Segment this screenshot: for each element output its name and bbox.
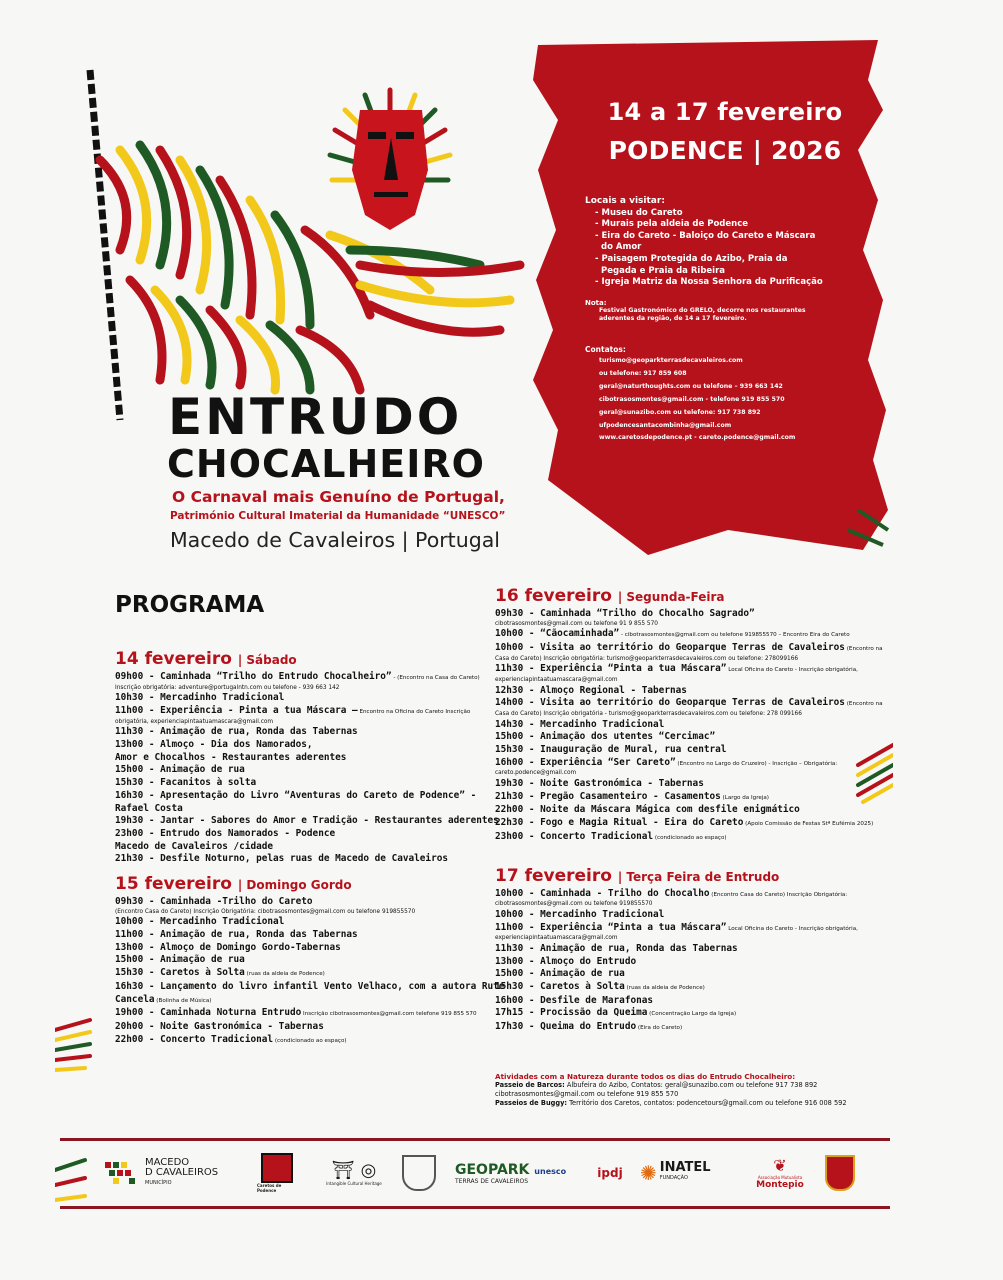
event-item <box>115 980 505 994</box>
event-item <box>115 929 475 942</box>
event-item <box>495 685 860 698</box>
event-title: 15h30 - Inauguração de Mural, rua central <box>495 744 727 755</box>
note-text: Festival Gastronómico do GRELO, decorre nos restaurantes aderentes da região, de 14 a 17 fevereiro. <box>599 307 806 322</box>
event-item <box>495 817 874 831</box>
event-detail: (Encontro na <box>844 646 883 652</box>
event-item <box>495 1007 860 1021</box>
event-title: 21h30 - Pregão Casamenteiro - Casamentos <box>495 790 721 802</box>
day-date: 14 fevereiro <box>115 649 232 669</box>
event-item <box>115 1034 475 1048</box>
day-date: 15 fevereiro <box>115 874 232 895</box>
event-title: 11h30 - Animação de rua, Ronda das Tabernas <box>115 726 358 738</box>
event-title: 10h00 - “Cãocaminhada” <box>495 628 620 640</box>
event-item <box>495 831 860 845</box>
event-item <box>115 752 475 765</box>
day-label: | Sábado <box>237 653 297 667</box>
footer-divider <box>60 1138 890 1141</box>
event-title: 10h00 - Mercadinho Tradicional <box>495 908 665 920</box>
event-title: 22h00 - Noite da Máscara Mágica com desfile enigmático <box>495 804 800 816</box>
contact-line[interactable]: geral@sunazibo.com ou telefone: 917 738 892 <box>599 408 761 416</box>
place-item: - Museu do Careto <box>595 207 683 218</box>
fringe-decoration-icon <box>853 740 893 820</box>
event-item <box>115 1007 475 1021</box>
event-item <box>495 995 860 1008</box>
temple-icon: ⛩ <box>331 1160 355 1181</box>
event-note: experienciapintaatuamascara@gmail.com <box>495 935 618 942</box>
event-item <box>495 663 860 677</box>
tagline: O Carnaval mais Genuíno de Portugal, <box>172 488 505 506</box>
event-item <box>495 956 860 969</box>
event-title: 11h30 - Experiência “Pinta a tua Máscara” <box>495 663 727 675</box>
event-title: 09h00 - Caminhada “Trilho do Entrudo Chocalheiro” <box>115 671 392 682</box>
event-note: Casa do Careto) Inscrição obrigatória: turismo@geoparkterrasdecavaleiros.com ou telefone: 278099166 <box>495 655 799 662</box>
event-title: Cancela <box>115 993 155 1005</box>
event-item <box>115 853 475 866</box>
main-title-second: CHOCALHEIRO <box>167 442 485 486</box>
main-title: ENTRUDO <box>168 388 463 446</box>
event-title: 21h30 - Desfile Noturno, pelas ruas de Macedo de Cavaleiros <box>115 853 449 865</box>
event-item <box>495 888 860 902</box>
note-block <box>585 299 810 323</box>
day-heading-14 <box>115 648 475 671</box>
event-item <box>495 909 860 922</box>
program-left-column <box>115 648 505 1047</box>
event-item <box>115 841 475 854</box>
shield-icon <box>825 1155 855 1191</box>
event-title: 15h00 - Animação de rua <box>495 968 625 980</box>
contacts-block <box>585 344 815 445</box>
event-title: Amor e Chocalhos - Restaurantes aderentes <box>115 751 347 763</box>
event-title: 16h00 - Experiência “Ser Careto” <box>495 756 676 768</box>
event-item <box>115 764 475 777</box>
event-title: 09h30 - Caminhada “Trilho do Chocalho Sagrado” <box>495 608 755 619</box>
event-item <box>115 803 475 816</box>
parish-crest <box>399 1148 439 1198</box>
place-item: - Paisagem Protegida do Azibo, Praia da Pegada e Praia da Ribeira <box>595 253 788 276</box>
event-place: PODENCE | 2026 <box>608 136 842 165</box>
event-title: 15h30 - Caretos à Solta <box>495 980 625 992</box>
event-note: experienciapintaatuamascara@gmail.com <box>495 677 618 683</box>
event-item <box>495 804 860 817</box>
event-item <box>115 1021 475 1034</box>
contact-line[interactable]: turismo@geoparkterrasdecavaleiros.com <box>599 357 743 364</box>
caretos-logo: Caretos de Podence <box>257 1148 297 1198</box>
event-item <box>115 815 499 828</box>
event-title: 14h30 - Mercadinho Tradicional <box>495 718 665 730</box>
event-dates: 14 a 17 fevereiro <box>607 98 843 126</box>
event-item <box>495 608 860 621</box>
event-title: 10h00 - Caminhada - Trilho do Chocalho <box>495 887 710 899</box>
heritage-icon: ◎ <box>360 1160 377 1181</box>
confraria-crest <box>820 1148 860 1198</box>
contact-line[interactable]: www.caretosdepodence.pt - careto.podence@gmail.com <box>599 434 796 442</box>
event-title: 19h30 - Noite Gastronómica - Tabernas <box>495 778 704 789</box>
event-item <box>495 968 860 981</box>
day-label: | Segunda-Feira <box>617 590 725 604</box>
event-title: 11h30 - Animação de rua, Ronda das Tabernas <box>495 942 738 954</box>
event-item <box>115 828 475 841</box>
event-title: 19h30 - Jantar - Sabores do Amor e Tradição - Restaurantes aderentes <box>115 815 499 827</box>
event-note: (Encontro Casa do Careto) Inscrição Obrigatória: cibotrasosmontes@gmail.com ou telefone 919855570 <box>115 908 416 915</box>
activity-line: Passeios de Buggy: Território dos Caretos, contatos: podencetours@gmail.com ou telefone 916 008 592 <box>495 1099 847 1107</box>
event-item <box>115 942 475 955</box>
event-item <box>115 777 475 790</box>
event-item <box>495 778 860 791</box>
event-detail: (Largo da Igreja) <box>720 794 769 801</box>
event-detail: Encontro na Oficina do Careto Inscrição <box>357 709 471 715</box>
sun-icon: ✺ <box>640 1161 657 1185</box>
event-note: cibotrasosmontes@gmail.com ou telefone 91 9 855 570 <box>495 620 658 627</box>
contact-line[interactable]: cibotrasosmontes@gmail.com - telefone 919 855 570 <box>599 395 785 403</box>
event-title: 23h00 - Concerto Tradicional <box>495 830 654 842</box>
event-title: 11h00 - Experiência “Pinta a tua Máscara” <box>495 921 727 933</box>
ipdj-logo: ipdj <box>597 1166 623 1180</box>
event-item <box>115 705 475 719</box>
event-title: 16h00 - Desfile de Marafonas <box>495 994 654 1006</box>
day-17-events <box>495 888 860 1035</box>
event-detail: Local Oficina do Careto - Inscrição obrigatória, <box>726 667 858 674</box>
event-detail: (condicionado ao espaço) <box>653 834 727 841</box>
event-title: 23h00 - Entrudo dos Namorados - Podence <box>115 827 336 839</box>
places-to-visit <box>585 196 825 289</box>
day-date: 17 fevereiro <box>495 865 612 886</box>
activity-line: cibotrasosmontes@gmail.com ou telefone 919 855 570 <box>495 1090 679 1098</box>
event-item <box>495 628 860 642</box>
event-item <box>495 791 860 805</box>
activities-title: Atividades com a Natureza durante todos os dias do Entrudo Chocalheiro: <box>495 1072 796 1081</box>
pelican-icon: ❦ <box>773 1156 787 1175</box>
nature-activities <box>495 1072 865 1108</box>
day-label: | Terça Feira de Entrudo <box>617 869 780 884</box>
event-detail: Inscrição cibotrasosmontes@gmail.com telefone 919 855 570 <box>301 1011 477 1018</box>
event-detail: - (Encontro na Casa do Careto) <box>391 675 480 681</box>
event-title: 13h00 - Almoço - Dia dos Namorados, <box>115 739 313 750</box>
macedo-logo: MACEDO D CAVALEIROS MUNICÍPIO <box>105 1148 235 1198</box>
banner-heading <box>585 98 865 165</box>
day-date: 16 fevereiro <box>495 586 612 606</box>
event-title: 15h00 - Animação de rua <box>115 764 245 776</box>
event-title: 11h00 - Experiência - Pinta a tua Máscara – <box>115 705 358 716</box>
event-title: 19h00 - Caminhada Noturna Entrudo <box>115 1007 302 1019</box>
event-note: Inscrição obrigatória: adventure@portugalntn.com ou telefone - 939 663 142 <box>115 684 340 691</box>
event-item <box>115 726 475 739</box>
event-title: 17h30 - Queima do Entrudo <box>495 1021 637 1033</box>
event-title: 15h00 - Animação dos utentes “Cercimac” <box>495 731 716 743</box>
event-item <box>495 1021 860 1035</box>
careto-illustration <box>60 50 540 430</box>
event-detail: - cibotrasosmontes@gmail.com ou telefone 919855570 – Encontro Eira do Careto <box>619 632 850 639</box>
unesco-tagline: Património Cultural Imaterial da Humanidade “UNESCO” <box>170 510 506 522</box>
event-title: 20h00 - Noite Gastronómica - Tabernas <box>115 1020 324 1032</box>
day-15-events <box>115 896 505 1047</box>
sponsor-logos <box>105 1148 875 1198</box>
contact-line[interactable]: ufpodencesantacombinha@gmail.com <box>599 421 732 429</box>
day-heading-15 <box>115 873 475 896</box>
montepio-logo: ❦ Associação Mutualista Montepio <box>756 1156 804 1190</box>
day-16-events <box>495 608 883 845</box>
event-item <box>115 967 475 981</box>
event-item <box>115 954 475 967</box>
unesco-logo: ⛩ ◎ Intangible Cultural Heritage <box>326 1160 382 1186</box>
event-title: 10h00 - Visita ao território do Geoparque Terras de Cavaleiros <box>495 642 845 653</box>
event-title: 10h00 - Mercadinho Tradicional <box>115 916 285 928</box>
event-item <box>495 757 860 771</box>
event-item <box>115 739 475 752</box>
event-item <box>495 719 860 732</box>
program-right-column <box>495 585 883 1035</box>
event-title: 10h30 - Mercadinho Tradicional <box>115 692 285 704</box>
event-title: 22h30 - Fogo e Magia Ritual - Eira do Careto <box>495 817 744 829</box>
event-title: 13h00 - Almoço de Domingo Gordo-Tabernas <box>115 941 341 953</box>
event-note: Casa do Careto) Inscrição obrigatória - turismo@geoparkterrasdecavaleiros.com ou telefone: 278 099166 <box>495 711 802 717</box>
geopark-logo: GEOPARK unesco TERRAS DE CAVALEIROS <box>455 1161 567 1185</box>
event-item <box>495 922 860 936</box>
crest-icon <box>402 1155 436 1191</box>
event-item <box>115 671 480 685</box>
contacts-title: Contatos: <box>585 345 626 354</box>
event-detail: Local Oficina do Careto - Inscrição obrigatória, <box>726 925 858 932</box>
event-item <box>495 731 860 744</box>
event-title: 15h30 - Facanitos à solta <box>115 777 257 789</box>
day-14-events <box>115 671 499 866</box>
event-detail: (Apoio Comissão de Festas Stª Eufémia 2025) <box>743 821 874 828</box>
event-item <box>495 642 883 656</box>
event-title: Macedo de Cavaleiros /cidade <box>115 840 274 852</box>
event-detail: (condicionado ao espaço) <box>273 1037 347 1044</box>
event-note: cibotrasosmontes@gmail.com ou telefone 919855570 <box>495 901 653 908</box>
event-detail: (Concentração Largo da Igreja) <box>647 1011 737 1018</box>
footer-divider <box>60 1206 890 1209</box>
event-title: 16h30 - Apresentação do Livro “Aventuras do Careto de Podence” - <box>115 789 477 801</box>
program-heading: PROGRAMA <box>115 592 265 618</box>
place-item: - Igreja Matriz da Nossa Senhora da Purificação <box>595 277 823 288</box>
place-item: - Murais pela aldeia de Podence <box>595 219 749 230</box>
event-title: 15h30 - Caretos à Solta <box>115 967 245 979</box>
event-title: 15h00 - Animação de rua <box>115 954 245 966</box>
activity-line: Passeio de Barcos: Albufeira do Azibo, Contatos: geral@sunazibo.com ou telefone 917 738 892 <box>495 1081 818 1089</box>
mask-icon <box>261 1153 293 1183</box>
event-detail: (Encontro no Largo do Cruzeiro) - Inscrição – Obrigatória: <box>675 760 838 767</box>
event-title: Rafael Costa <box>115 802 183 814</box>
note-title: Nota: <box>585 299 607 307</box>
contact-line[interactable]: geral@naturthoughts.com ou telefone – 939 663 142 <box>599 382 783 390</box>
contact-line: ou telefone: 917 859 608 <box>599 369 687 377</box>
event-detail: (Eira do Careto) <box>636 1025 683 1032</box>
macedo-logo-icon <box>105 1158 141 1188</box>
event-title: 12h30 - Almoço Regional - Tabernas <box>495 684 687 696</box>
event-item <box>495 981 860 995</box>
event-item <box>115 790 475 803</box>
event-item <box>115 896 475 909</box>
places-title: Locais a visitar: <box>585 196 665 206</box>
event-detail: (ruas da aldeia de Podence) <box>624 984 705 991</box>
event-item <box>495 697 883 711</box>
day-heading-17 <box>495 865 860 888</box>
place-item: - Eira do Careto - Baloiço do Careto e Máscara do Amor <box>595 230 816 253</box>
event-item <box>115 692 475 705</box>
inatel-logo: ✺ INATEL FUNDAÇÃO <box>640 1160 711 1185</box>
fringe-decoration-icon <box>55 1010 95 1230</box>
event-detail: (Encontro na <box>844 701 883 708</box>
event-title: 22h00 - Concerto Tradicional <box>115 1033 274 1045</box>
day-heading-16 <box>495 585 860 608</box>
event-note: careto.podence@gmail.com <box>495 770 577 777</box>
event-title: 16h30 - Lançamento do livro infantil Vento Velhaco, com a autora Rute <box>115 980 505 992</box>
event-detail: (Encontro Casa do Careto) Inscrição Obrigatória: <box>709 891 848 898</box>
event-note: obrigatória, experienciapintaatuamascara@gmail.com <box>115 718 274 725</box>
event-item <box>115 994 475 1008</box>
event-item <box>495 744 860 757</box>
location-tagline: Macedo de Cavaleiros | Portugal <box>170 528 500 552</box>
event-title: 17h15 - Procissão da Queima <box>495 1007 648 1019</box>
event-title: 14h00 - Visita ao território do Geoparque Terras de Cavaleiros <box>495 697 845 709</box>
event-title: 13h00 - Almoço do Entrudo <box>495 955 637 967</box>
event-title: 09h30 - Caminhada -Trilho do Careto <box>115 896 313 908</box>
event-detail: (Bolinha de Música) <box>154 997 212 1004</box>
day-label: | Domingo Gordo <box>237 878 352 893</box>
event-detail: (ruas da aldeia de Podence) <box>244 971 325 978</box>
event-item <box>495 943 860 956</box>
event-item <box>115 916 475 929</box>
event-title: 11h00 - Animação de rua, Ronda das Tabernas <box>115 929 358 941</box>
